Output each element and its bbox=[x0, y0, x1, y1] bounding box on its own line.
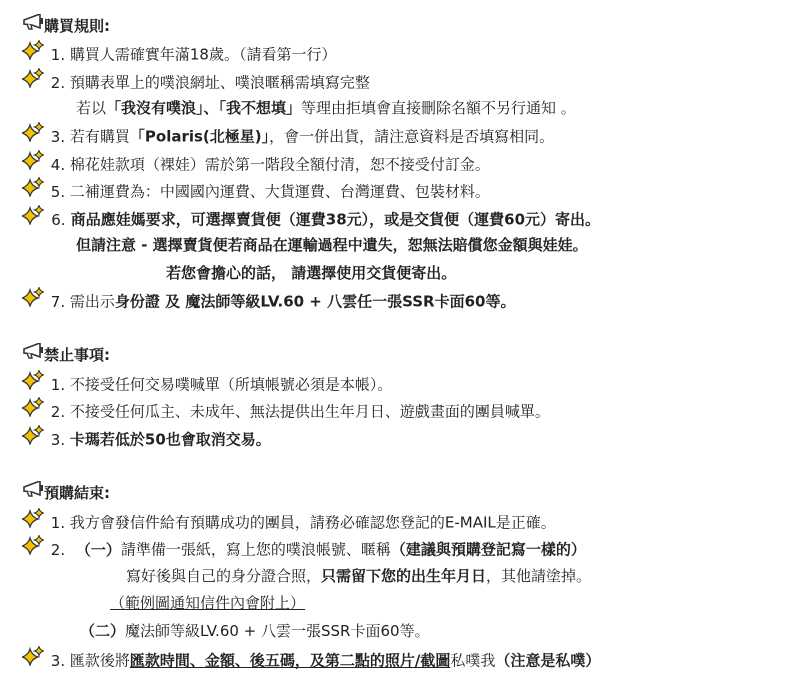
end-item-2-cont: 寫好後與自己的身分證合照，只需留下您的出生年月日，其他請塗掉。 bbox=[126, 567, 592, 585]
sparkle-icon bbox=[22, 122, 44, 148]
sparkle-icon bbox=[22, 150, 44, 176]
sparkle-icon bbox=[22, 177, 44, 203]
sparkle-icon bbox=[22, 370, 44, 396]
prohibit-item-2: 2. 不接受任何瓜主、未成年、無法提供出生年月日、遊戲畫面的團員喊單。 bbox=[22, 399, 550, 421]
section-title: 購買規則: bbox=[44, 17, 110, 35]
megaphone-icon bbox=[22, 481, 44, 503]
sparkle-icon bbox=[22, 40, 44, 66]
prohibit-item-3: 3. 卡瑪若低於50也會取消交易。 bbox=[22, 427, 271, 449]
end-item-2-sub2: （二）魔法師等級LV.60 + 八雲一張SSR卡面60等。 bbox=[80, 622, 430, 640]
rule-item-2: 2. 預購表單上的噗浪網址、噗浪暱稱需填寫完整 bbox=[22, 70, 370, 92]
sparkle-icon bbox=[22, 68, 44, 94]
section-header-prohibited bbox=[22, 344, 110, 366]
rule-item-7: 7. 需出示身份證 及 魔法師等級LV.60 + 八雲任一張SSR卡面60等。 bbox=[22, 289, 515, 311]
sparkle-icon bbox=[22, 646, 44, 672]
rule-item-6: 6. 商品應娃媽要求，可選擇賣貨便（運費38元），或是交貨便（運費60元）寄出。 bbox=[22, 207, 600, 229]
sparkle-icon bbox=[22, 205, 44, 231]
sparkle-icon bbox=[22, 535, 44, 561]
megaphone-icon bbox=[22, 14, 44, 36]
sparkle-icon bbox=[22, 425, 44, 451]
end-item-2: 2. （一）請準備一張紙，寫上您的噗浪帳號、暱稱（建議與預購登記寫一樣的） bbox=[22, 537, 586, 559]
megaphone-icon bbox=[22, 343, 44, 365]
end-item-1: 1. 我方會發信件給有預購成功的團員，請務必確認您登記的E-MAIL是正確。 bbox=[22, 510, 556, 532]
rule-item-2-cont: 若以「我沒有噗浪」、「我不想填」等理由拒填會直接刪除名額不另行通知 。 bbox=[76, 99, 576, 117]
section-title: 禁止事項: bbox=[44, 346, 110, 364]
section-header-rules bbox=[22, 15, 110, 37]
rule-item-1: 1. 購買人需確實年滿18歲。（請看第一行） bbox=[22, 42, 336, 64]
rule-item-3: 3. 若有購買「Polaris(北極星)」，會一併出貨，請注意資料是否填寫相同。 bbox=[22, 124, 554, 146]
prohibit-item-1: 1. 不接受任何交易噗喊單（所填帳號必須是本帳）。 bbox=[22, 372, 392, 394]
rule-item-6-cont2: 若您會擔心的話， 請選擇使用交貨便寄出。 bbox=[166, 264, 457, 282]
sparkle-icon bbox=[22, 508, 44, 534]
sparkle-icon bbox=[22, 397, 44, 423]
section-title: 預購結束: bbox=[44, 484, 110, 502]
example-note: （範例圖通知信件內會附上） bbox=[110, 594, 306, 612]
rule-item-5: 5. 二補運費為：中國國內運費、大貨運費、台灣運費、包裝材料。 bbox=[22, 179, 490, 201]
end-item-3: 3. 匯款後將匯款時間、金額、後五碼，及第二點的照片/截圖私噗我（注意是私噗） bbox=[22, 648, 600, 670]
section-header-preorder-end bbox=[22, 482, 110, 504]
rule-item-4: 4. 棉花娃款項（裸娃）需於第一階段全額付清，恕不接受付訂金。 bbox=[22, 152, 490, 174]
sparkle-icon bbox=[22, 287, 44, 313]
rule-item-6-cont1: 但請注意 - 選擇賣貨便若商品在運輸過程中遺失，恕無法賠償您金額與娃娃。 bbox=[76, 236, 588, 254]
